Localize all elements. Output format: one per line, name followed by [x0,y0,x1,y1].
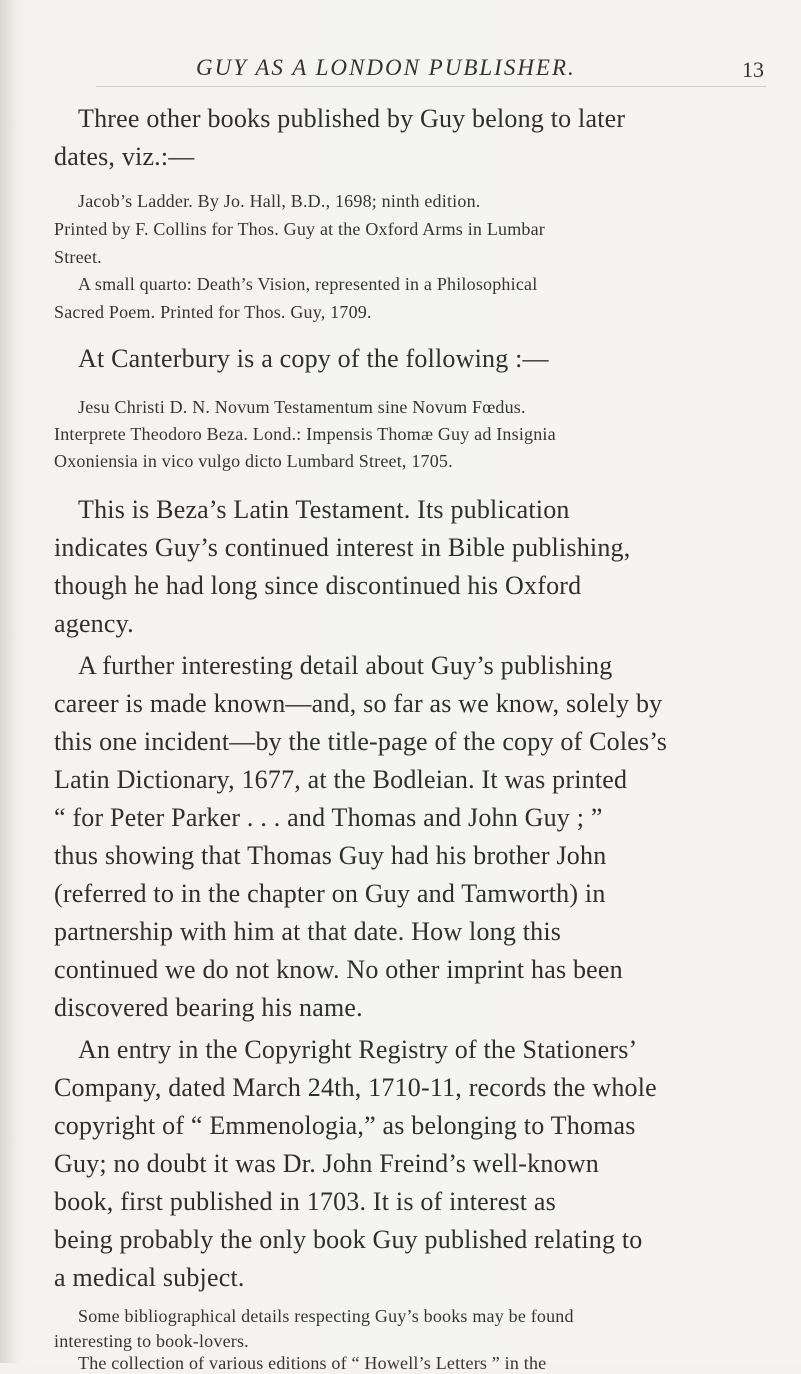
paragraph-line: This is Beza’s Latin Testament. Its publication [78,495,570,524]
paragraph-line: A further interesting detail about Guy’s publishing [78,651,613,680]
citation-line: A small quarto: Death’s Vision, represented in a Philosophical [78,274,538,294]
paragraph-line: At Canterbury is a copy of the following :— [78,344,549,373]
paragraph-line: Company, dated March 24th, 1710-11, records the whole [54,1073,657,1102]
paragraph-line: continued we do not know. No other imprint has been [54,955,623,984]
gutter-shadow [0,0,18,1363]
paragraph-line: (referred to in the chapter on Guy and Tamworth) in [54,879,606,908]
paragraph-line: Latin Dictionary, 1677, at the Bodleian. It was printed [54,765,628,794]
footnote-line: The collection of various editions of “ Howell’s Letters ” in the [78,1353,547,1373]
citation-line: Interprete Theodoro Beza. Lond.: Impensis Thomæ Guy ad Insignia [54,424,556,444]
paragraph-line: dates, viz.:— [54,142,195,171]
footnote-line: interesting to book-lovers. [54,1331,249,1351]
header-rule [96,86,766,87]
paragraph-line: career is made known—and, so far as we know, solely by [54,689,663,718]
paragraph-line: thus showing that Thomas Guy had his brother John [54,841,607,870]
running-head: GUY AS A LONDON PUBLISHER. [196,55,576,80]
paragraph-line: Guy; no doubt it was Dr. John Freind’s well-known [54,1149,599,1178]
citation-line: Jacob’s Ladder. By Jo. Hall, B.D., 1698; ninth edition. [78,191,481,211]
paragraph-line: agency. [54,609,134,638]
paragraph-line: indicates Guy’s continued interest in Bible publishing, [54,533,631,562]
paragraph-line: book, first published in 1703. It is of interest as [54,1187,556,1216]
citation-line: Printed by F. Collins for Thos. Guy at the Oxford Arms in Lumbar [54,219,545,239]
paragraph-line: discovered bearing his name. [54,993,363,1022]
paragraph-line: “ for Peter Parker . . . and Thomas and John Guy ; ” [54,803,603,832]
citation-line: Sacred Poem. Printed for Thos. Guy, 1709. [54,302,372,322]
paragraph-line: An entry in the Copyright Registry of the Stationers’ [78,1035,638,1064]
paragraph-line: this one incident—by the title-page of the copy of Coles’s [54,727,668,756]
paragraph-line: copyright of “ Emmenologia,” as belonging to Thomas [54,1111,636,1140]
paragraph-line: being probably the only book Guy published relating to [54,1225,643,1254]
footnote-line: Some bibliographical details respecting Guy’s books may be found [78,1306,574,1326]
paragraph-line: though he had long since discontinued his Oxford [54,571,582,600]
paragraph-line: a medical subject. [54,1263,245,1292]
citation-line: Oxoniensia in vico vulgo dicto Lumbard Street, 1705. [54,451,453,471]
citation-line: Street. [54,247,102,267]
citation-line: Jesu Christi D. N. Novum Testamentum sine Novum Fœdus. [78,397,526,417]
paragraph-line: Three other books published by Guy belong to later [78,104,626,133]
paragraph-line: partnership with him at that date. How long this [54,917,562,946]
page-number: 13 [742,57,764,82]
